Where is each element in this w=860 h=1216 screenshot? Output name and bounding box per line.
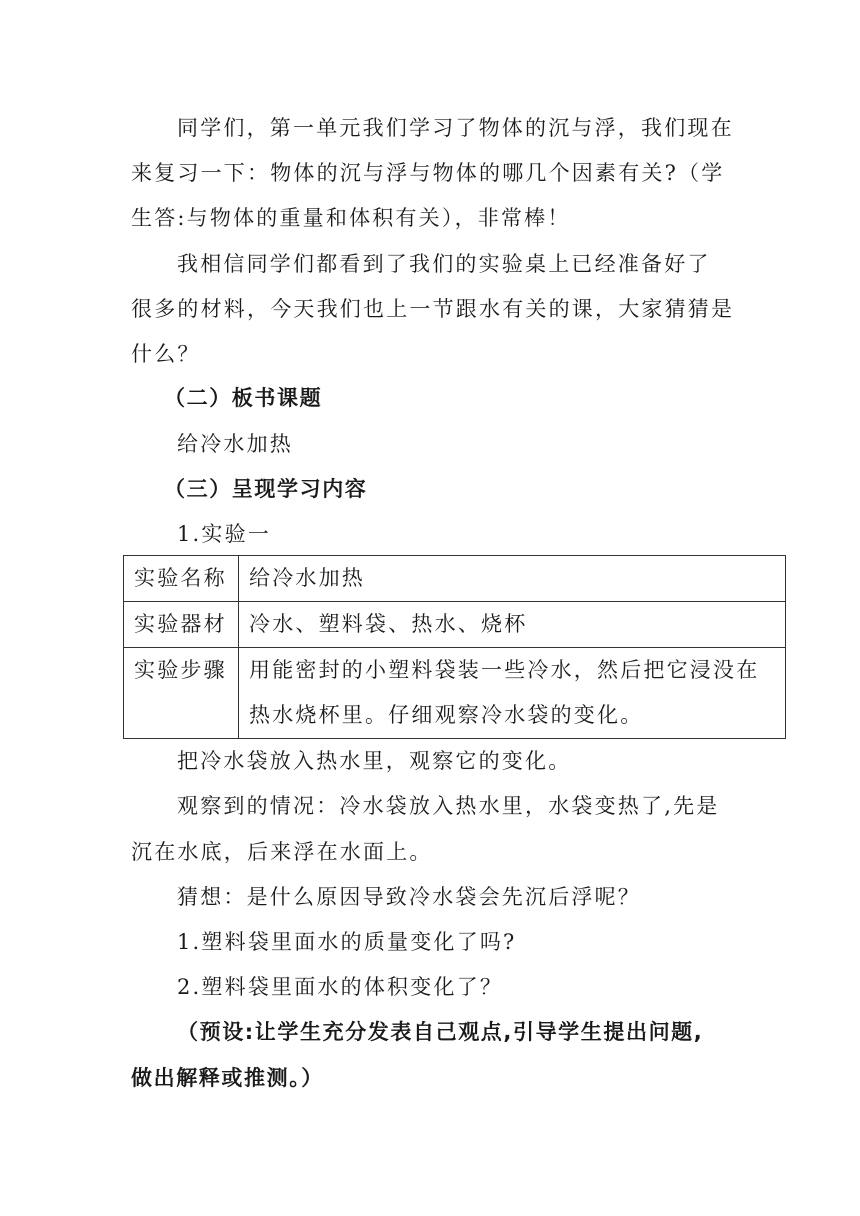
paragraph-materials-line-2: 很多的材料，今天我们也上一节跟水有关的课，大家猜猜是 xyxy=(131,297,735,321)
hypothesis-line: 猜想：是什么原因导致冷水袋会先沉后浮呢？ xyxy=(177,885,641,909)
table-cell-label: 实验步骤 xyxy=(124,648,239,739)
experiment-one-label: 1.实验一 xyxy=(177,522,272,546)
heading-board-title: （二）板书课题 xyxy=(164,386,323,410)
lesson-topic: 给冷水加热 xyxy=(177,432,293,456)
observation-line-1: 观察到的情况：冷水袋放入热水里，水袋变热了,先是 xyxy=(177,794,720,818)
experiment-table xyxy=(123,555,786,739)
table-cell-label: 实验器材 xyxy=(124,602,239,648)
table-row xyxy=(124,602,786,648)
preset-note-line-1: （预设:让学生充分发表自己观点,引导学生提出问题, xyxy=(177,1020,704,1044)
table-cell-value xyxy=(239,648,786,739)
question-two: 2.塑料袋里面水的体积变化了？ xyxy=(177,975,504,999)
table-cell-value: 冷水、塑料袋、热水、烧杯 xyxy=(239,602,786,648)
paragraph-materials-line-3: 什么？ xyxy=(131,342,201,366)
preset-note-line-2: 做出解释或推测。） xyxy=(131,1066,324,1090)
table-cell-value-line-2: 热水烧杯里。仔细观察冷水袋的变化。 xyxy=(249,703,644,727)
heading-learning-content: （三）呈现学习内容 xyxy=(164,477,368,501)
table-cell-value: 给冷水加热 xyxy=(239,556,786,602)
table-cell-value-line-1: 用能密封的小塑料袋装一些冷水，然后把它浸没在 xyxy=(249,658,760,682)
observation-line-2: 沉在水底，后来浮在水面上。 xyxy=(131,840,433,864)
paragraph-intro-line-3: 生答:与物体的重量和体积有关），非常棒！ xyxy=(131,206,571,230)
question-one: 1.塑料袋里面水的质量变化了吗? xyxy=(177,930,517,954)
table-row xyxy=(124,648,786,739)
paragraph-intro-line-2: 来复习一下：物体的沉与浮与物体的哪几个因素有关?（学 xyxy=(131,161,725,185)
paragraph-materials-line-1: 我相信同学们都看到了我们的实验桌上已经准备好了 xyxy=(177,252,711,276)
instruction-line: 把冷水袋放入热水里，观察它的变化。 xyxy=(177,749,572,773)
table-cell-label: 实验名称 xyxy=(124,556,239,602)
paragraph-intro-line-1: 同学们，第一单元我们学习了物体的沉与浮，我们现在 xyxy=(177,116,734,140)
table-row xyxy=(124,556,786,602)
